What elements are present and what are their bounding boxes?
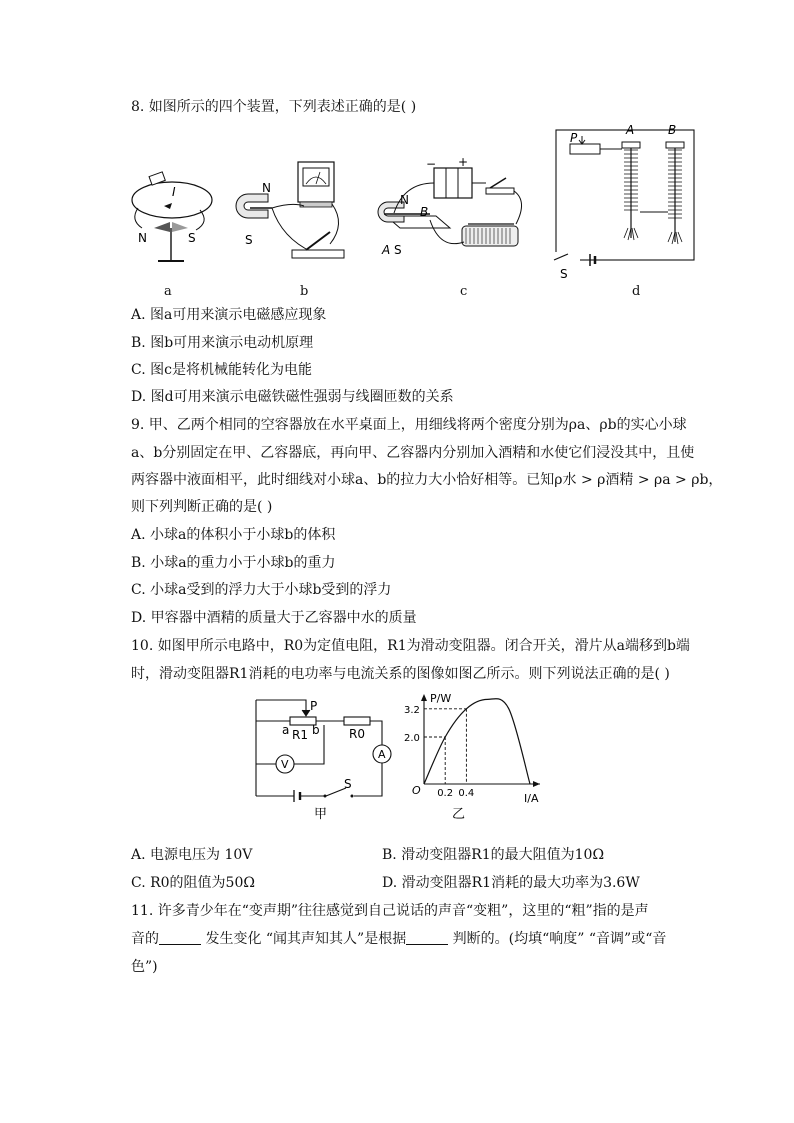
- circuit-switch-label: S: [344, 777, 352, 791]
- q9-option-c: C. 小球a受到的浮力大于小球b受到的浮力: [131, 582, 392, 598]
- q8-option-a: A. 图a可用来演示电磁感应现象: [131, 307, 327, 323]
- fig-d-s-label: S: [560, 267, 568, 281]
- fig-a-current-label: I: [172, 185, 176, 199]
- graph-origin: O: [412, 784, 421, 797]
- fig-d-b-label: B: [668, 123, 677, 137]
- fig-a-n-label: N: [138, 231, 147, 245]
- q11-line-2-part-3: 判断的。(均填“响度” “音调”或“音: [448, 931, 667, 947]
- q11-line-2-part-2: 发生变化 “闻其声知其人”是根据: [201, 931, 407, 947]
- graph-series-line: [424, 699, 530, 784]
- q10-stem-line-1: 10. 如图甲所示电路中，R0为定值电阻，R1为滑动变阻器。闭合开关，滑片从a端移到b端: [131, 638, 690, 654]
- q11-blank-1[interactable]: [159, 930, 201, 945]
- fig-b-s-label: S: [245, 233, 253, 247]
- q8-figure-d: [550, 120, 700, 282]
- q10-stem-line-2: 时，滑动变阻器R1消耗的电功率与电流关系的图像如图乙所示。则下列说法正确的是( ): [131, 666, 670, 682]
- q8-figure-label-d: d: [632, 284, 641, 299]
- circuit-voltmeter-label: V: [281, 758, 289, 771]
- q8-figure-c: [372, 158, 532, 268]
- q11-line-1: 11. 许多青少年在“变声期”往往感觉到自己说话的声音“变粗”，这里的“粗”指的是声: [131, 903, 649, 919]
- fig-a-s-label: S: [188, 231, 196, 245]
- q10-option-d: D. 滑动变阻器R1消耗的最大功率为3.6W: [382, 875, 640, 891]
- q8-option-d: D. 图d可用来演示电磁铁磁性强弱与线圈匝数的关系: [131, 389, 454, 405]
- q8-figure-a: [124, 168, 220, 268]
- q9-stem-line-3: 两容器中液面相平，此时细线对小球a、b的拉力大小恰好相等。已知ρ水 > ρ酒精 > ρa > ρb，: [131, 472, 723, 488]
- circuit-ammeter-label: A: [378, 748, 386, 761]
- circuit-caption: 甲: [314, 807, 328, 822]
- q9-option-b: B. 小球a的重力小于小球b的重力: [131, 555, 336, 571]
- fig-c-minus-label: −: [426, 158, 437, 171]
- q10-circuit-diagram: [248, 694, 396, 822]
- graph-ylabel: P/W: [430, 692, 452, 705]
- graph-x-tick-label: 0.4: [458, 788, 475, 799]
- q9-option-a: A. 小球a的体积小于小球b的体积: [131, 527, 336, 543]
- q8-option-c: C. 图c是将机械能转化为电能: [131, 362, 312, 378]
- q10-option-a: A. 电源电压为 10V: [131, 847, 253, 863]
- q8-figure-label-b: b: [300, 284, 309, 299]
- fig-c-b-label: B: [420, 205, 429, 219]
- graph-x-arrow: [533, 781, 540, 787]
- q8-figure-label-a: a: [164, 284, 172, 299]
- q8-stem: 8. 如图所示的四个装置，下列表述正确的是( ): [131, 99, 417, 115]
- q8-figure-label-c: c: [460, 284, 468, 299]
- q8-option-b: B. 图b可用来演示电动机原理: [131, 335, 314, 351]
- q9-stem-line-4: 则下列判断正确的是( ): [131, 499, 273, 515]
- fig-d-p-label: P: [570, 131, 578, 145]
- fig-c-plus-label: +: [458, 158, 469, 169]
- graph-y-tick-label: 2.0: [404, 733, 420, 744]
- circuit-p-label: P: [310, 699, 318, 713]
- q11-blank-2[interactable]: [406, 930, 448, 945]
- fig-b-n-label: N: [262, 181, 271, 195]
- graph-x-tick-label: 0.2: [437, 788, 454, 799]
- circuit-r0-label: R0: [349, 727, 365, 741]
- q10-option-c: C. R0的阻值为50Ω: [131, 875, 255, 891]
- q11-line-3: 色”): [131, 959, 158, 975]
- fig-d-a-label: A: [626, 123, 635, 137]
- q9-stem-line-2: a、b分别固定在甲、乙容器底，再向甲、乙容器内分别加入酒精和水使它们浸没其中，且使: [131, 445, 695, 461]
- fig-c-a-label: A: [382, 243, 391, 257]
- graph-xlabel: I/A: [524, 792, 539, 805]
- q10-option-b: B. 滑动变阻器R1的最大阻值为10Ω: [382, 847, 605, 863]
- q11-line-2-part-1: 音的: [131, 931, 159, 947]
- q8-figure-b: [232, 158, 352, 268]
- graph-caption: 乙: [452, 807, 466, 822]
- q9-stem-line-1: 9. 甲、乙两个相同的空容器放在水平桌面上，用细线将两个密度分别为ρa、ρb的实心小球: [131, 417, 687, 433]
- circuit-r1-label: R1: [292, 728, 308, 742]
- fig-c-n-label: N: [400, 193, 409, 207]
- fig-c-s-label: S: [394, 243, 402, 257]
- q11-line-2: [131, 929, 666, 949]
- circuit-b-label: b: [312, 723, 320, 737]
- circuit-a-label: a: [282, 723, 290, 737]
- graph-y-tick-label: 3.2: [404, 704, 420, 716]
- graph-y-arrow: [421, 694, 427, 701]
- q10-power-current-graph: [404, 686, 554, 822]
- q9-option-d: D. 甲容器中酒精的质量大于乙容器中水的质量: [131, 610, 417, 626]
